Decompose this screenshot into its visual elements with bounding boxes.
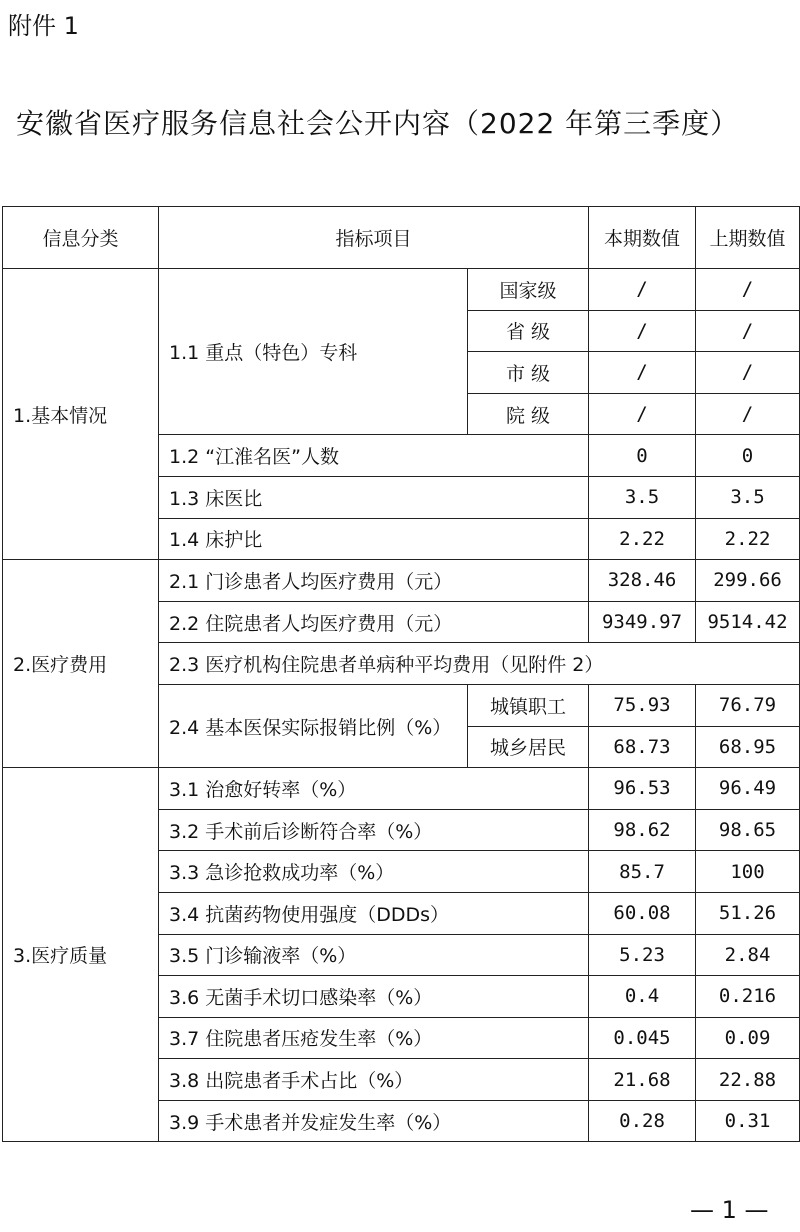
category-cell: 1.基本情况 <box>3 269 159 560</box>
previous-value-cell: 22.88 <box>696 1059 800 1101</box>
table-row <box>3 269 800 311</box>
current-value-cell: / <box>589 393 696 435</box>
info-table <box>2 206 800 1142</box>
header-indicator: 指标项目 <box>159 207 589 269</box>
header-current: 本期数值 <box>589 207 696 269</box>
current-value-cell: 96.53 <box>589 768 696 810</box>
previous-value-cell: 2.22 <box>696 518 800 560</box>
indicator-cell: 2.4 基本医保实际报销比例（%） <box>159 684 468 767</box>
previous-value-cell: 51.26 <box>696 892 800 934</box>
sub-indicator-cell: 省 级 <box>468 310 589 352</box>
current-value-cell: 9349.97 <box>589 601 696 643</box>
indicator-cell: 1.4 床护比 <box>159 518 589 560</box>
current-value-cell: 68.73 <box>589 726 696 768</box>
sub-indicator-cell: 市 级 <box>468 352 589 394</box>
indicator-cell: 3.4 抗菌药物使用强度（DDDs） <box>159 892 589 934</box>
current-value-cell: / <box>589 310 696 352</box>
current-value-cell: 60.08 <box>589 892 696 934</box>
attachment-label: 附件 1 <box>8 12 79 40</box>
current-value-cell: 21.68 <box>589 1059 696 1101</box>
previous-value-cell: 68.95 <box>696 726 800 768</box>
previous-value-cell: 0.216 <box>696 976 800 1018</box>
sub-indicator-cell: 城镇职工 <box>468 684 589 726</box>
header-previous: 上期数值 <box>696 207 800 269</box>
sub-indicator-cell: 城乡居民 <box>468 726 589 768</box>
current-value-cell: 0.4 <box>589 976 696 1018</box>
header-category: 信息分类 <box>3 207 159 269</box>
indicator-cell: 1.2 “江淮名医”人数 <box>159 435 589 477</box>
current-value-cell: 0.28 <box>589 1100 696 1142</box>
indicator-cell: 2.1 门诊患者人均医疗费用（元） <box>159 560 589 602</box>
current-value-cell: 75.93 <box>589 684 696 726</box>
sub-indicator-cell: 院 级 <box>468 393 589 435</box>
previous-value-cell: 100 <box>696 851 800 893</box>
table-row <box>3 560 800 602</box>
indicator-cell: 3.2 手术前后诊断符合率（%） <box>159 809 589 851</box>
current-value-cell: 328.46 <box>589 560 696 602</box>
previous-value-cell: 98.65 <box>696 809 800 851</box>
previous-value-cell: / <box>696 352 800 394</box>
current-value-cell: 2.22 <box>589 518 696 560</box>
indicator-cell: 3.7 住院患者压疮发生率（%） <box>159 1017 589 1059</box>
indicator-cell: 3.5 门诊输液率（%） <box>159 934 589 976</box>
category-cell: 3.医疗质量 <box>3 768 159 1142</box>
previous-value-cell: 76.79 <box>696 684 800 726</box>
previous-value-cell: 2.84 <box>696 934 800 976</box>
current-value-cell: 0.045 <box>589 1017 696 1059</box>
current-value-cell: 3.5 <box>589 476 696 518</box>
current-value-cell: 0 <box>589 435 696 477</box>
document-title: 安徽省医疗服务信息社会公开内容（2022 年第三季度） <box>16 107 740 140</box>
indicator-cell: 3.1 治愈好转率（%） <box>159 768 589 810</box>
indicator-cell: 1.3 床医比 <box>159 476 589 518</box>
indicator-cell: 3.3 急诊抢救成功率（%） <box>159 851 589 893</box>
page-number: — 1 — <box>690 1196 769 1224</box>
previous-value-cell: 0 <box>696 435 800 477</box>
previous-value-cell: 0.09 <box>696 1017 800 1059</box>
category-cell: 2.医疗费用 <box>3 560 159 768</box>
previous-value-cell: 9514.42 <box>696 601 800 643</box>
indicator-cell: 3.8 出院患者手术占比（%） <box>159 1059 589 1101</box>
indicator-cell: 3.6 无菌手术切口感染率（%） <box>159 976 589 1018</box>
previous-value-cell: 0.31 <box>696 1100 800 1142</box>
current-value-cell: 98.62 <box>589 809 696 851</box>
previous-value-cell: / <box>696 393 800 435</box>
previous-value-cell: 3.5 <box>696 476 800 518</box>
table-row <box>3 768 800 810</box>
sub-indicator-cell: 国家级 <box>468 269 589 311</box>
previous-value-cell: 96.49 <box>696 768 800 810</box>
current-value-cell: / <box>589 352 696 394</box>
current-value-cell: / <box>589 269 696 311</box>
indicator-cell: 2.3 医疗机构住院患者单病种平均费用（见附件 2） <box>159 643 800 685</box>
current-value-cell: 85.7 <box>589 851 696 893</box>
indicator-cell: 3.9 手术患者并发症发生率（%） <box>159 1100 589 1142</box>
indicator-cell: 2.2 住院患者人均医疗费用（元） <box>159 601 589 643</box>
table-header-row <box>3 207 800 269</box>
previous-value-cell: / <box>696 310 800 352</box>
previous-value-cell: / <box>696 269 800 311</box>
indicator-cell: 1.1 重点（特色）专科 <box>159 269 468 435</box>
current-value-cell: 5.23 <box>589 934 696 976</box>
previous-value-cell: 299.66 <box>696 560 800 602</box>
